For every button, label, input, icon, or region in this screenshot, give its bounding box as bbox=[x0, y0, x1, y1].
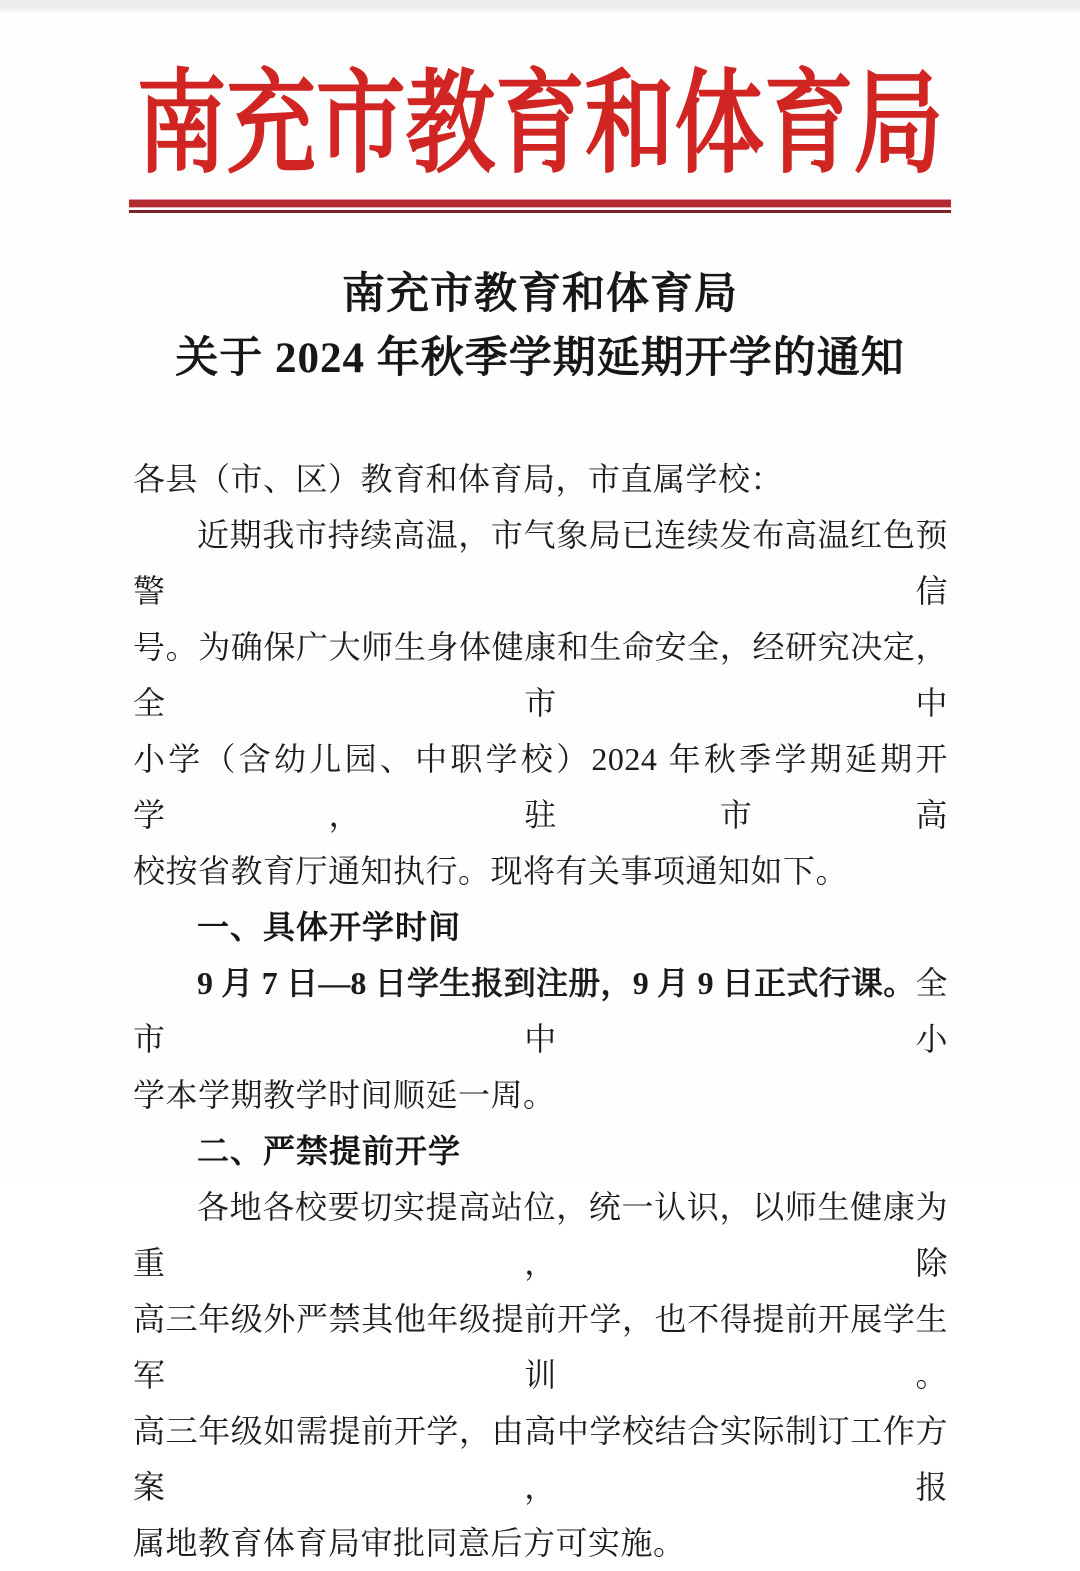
para2-rest-segment: 全市中小 bbox=[133, 965, 948, 1057]
section-heading-2: 二、严禁提前开学 bbox=[197, 1133, 462, 1169]
para2-line2: 学本学期教学时间顺延一周。 bbox=[133, 1077, 556, 1113]
para1-line3: 小学（含幼儿园、中职学校）2024 年秋季学期延期开学，驻市高 bbox=[133, 741, 948, 833]
letterhead-agency-name: 南充市教育和体育局 bbox=[136, 63, 944, 187]
para3-line1: 各地各校要切实提高站位，统一认识，以师生健康为重，除 bbox=[133, 1189, 948, 1281]
para3-line4: 属地教育体育局审批同意后方可实施。 bbox=[133, 1525, 686, 1561]
salutation-line: 各县（市、区）教育和体育局，市直属学校： bbox=[133, 461, 784, 497]
document-body bbox=[0, 451, 1080, 1571]
letterhead-rule-thin bbox=[129, 210, 951, 213]
para2-bold-segment: 9 月 7 日—8 日学生报到注册，9 月 9 日正式行课。 bbox=[197, 965, 916, 1001]
scan-edge-strip bbox=[0, 0, 1080, 13]
letterhead-section bbox=[0, 55, 1080, 213]
document-title bbox=[0, 263, 1080, 391]
para1-line1: 近期我市持续高温，市气象局已连续发布高温红色预警信 bbox=[133, 517, 948, 609]
section-heading-1: 一、具体开学时间 bbox=[197, 909, 462, 945]
para3-line2: 高三年级外严禁其他年级提前开学，也不得提前开展学生军训。 bbox=[133, 1301, 948, 1393]
letterhead-rule bbox=[129, 199, 951, 213]
letterhead bbox=[0, 55, 1080, 195]
document-title-line2: 关于 2024 年秋季学期延期开学的通知 bbox=[175, 335, 905, 382]
para1-line2: 号。为确保广大师生身体健康和生命安全，经研究决定，全市中 bbox=[133, 629, 948, 721]
letterhead-rule-thick bbox=[129, 199, 951, 208]
para3-line3: 高三年级如需提前开学，由高中学校结合实际制订工作方案，报 bbox=[133, 1413, 948, 1505]
document-title-line1: 南充市教育和体育局 bbox=[342, 271, 738, 318]
para1-line4: 校按省教育厅通知执行。现将有关事项通知如下。 bbox=[133, 853, 849, 889]
para2-line1 bbox=[133, 955, 948, 1067]
